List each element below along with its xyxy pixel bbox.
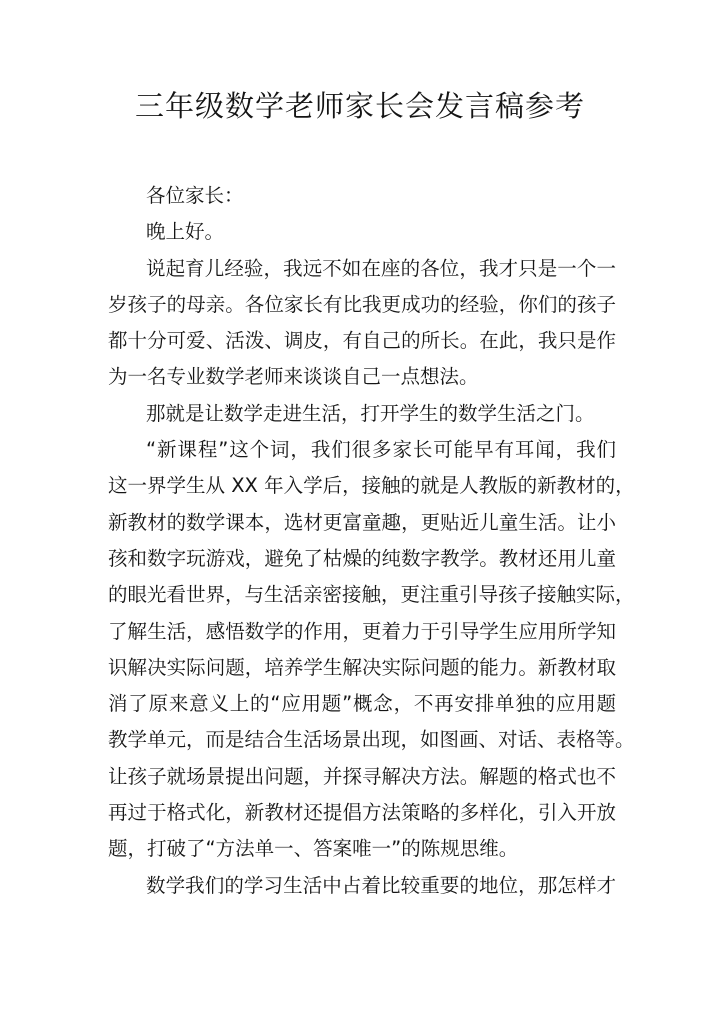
paragraph-line: 那就是让数学走进生活，打开学生的数学生活之门。 <box>146 401 595 425</box>
paragraph-line: 说起育儿经验，我远不如在座的各位，我才只是一个一 <box>146 256 616 280</box>
paragraph-line: 识解决实际问题，培养学生解决实际问题的能力。新教材取 <box>108 655 616 679</box>
document-title: 三年级数学老师家长会发言稿参考 <box>134 89 585 123</box>
paragraph-line: 再过于格式化，新教材还提倡方法策略的多样化，引入开放 <box>108 801 616 825</box>
paragraph-line: 消了原来意义上的“应用题”概念，不再安排单独的应用题 <box>108 692 616 716</box>
paragraph-line: 了解生活，感悟数学的作用，更着力于引导学生应用所学知 <box>108 619 616 643</box>
paragraph-line: 孩和数字玩游戏，避免了枯燥的纯数字教学。教材还用儿童 <box>108 546 616 570</box>
paragraph-line: 数学我们的学习生活中占着比较重要的地位，那怎样才 <box>146 873 616 897</box>
paragraph-line: 晚上好。 <box>146 220 225 244</box>
paragraph-line: 岁孩子的母亲。各位家长有比我更成功的经验，你们的孩子 <box>108 292 616 316</box>
paragraph-line: 为一名专业数学老师来谈谈自己一点想法。 <box>108 365 479 389</box>
document-body <box>108 178 635 904</box>
paragraph-line: 都十分可爱、活泼、调皮，有自己的所长。在此，我只是作 <box>108 329 616 353</box>
paragraph-line: 这一界学生从 XX 年入学后，接触的就是人教版的新教材的， <box>108 474 635 498</box>
paragraph-line: 教学单元，而是结合生活场景出现，如图画、对话、表格等。 <box>108 728 635 752</box>
paragraph-line: 各位家长： <box>146 184 244 207</box>
paragraph-line: “新课程”这个词，我们很多家长可能早有耳闻，我们 <box>146 438 616 462</box>
paragraph-line: 的眼光看世界，与生活亲密接触，更注重引导孩子接触实际， <box>108 583 635 607</box>
paragraph-line: 题，打破了“方法单一、答案唯一”的陈规思维。 <box>108 837 519 861</box>
paragraph-line: 让孩子就场景提出问题，并探寻解决方法。解题的格式也不 <box>108 764 616 788</box>
paragraph-line: 新教材的数学课本，选材更富童趣，更贴近儿童生活。让小 <box>108 510 616 534</box>
